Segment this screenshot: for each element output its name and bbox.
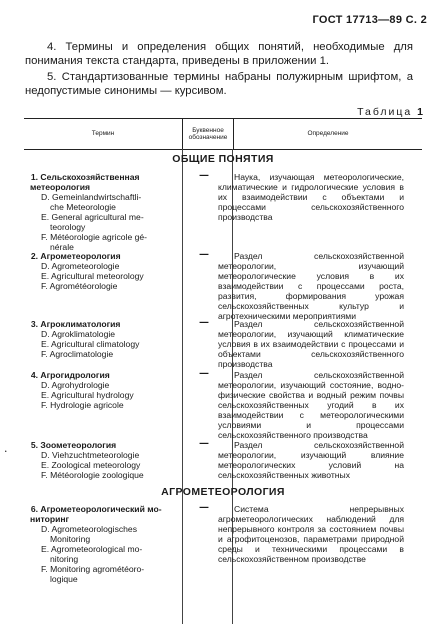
- definition-5: [218, 440, 404, 480]
- term-ru-continued: ниторинг: [30, 514, 70, 524]
- table-row-term-1: [24, 172, 180, 252]
- term-number: 3.: [30, 319, 38, 329]
- definition-1: [218, 172, 404, 222]
- term-french: F. Météorologie zoologique: [41, 470, 144, 480]
- term-french-continued: nérale: [50, 242, 74, 252]
- definition-text: Наука, изучающая метеорологические, климатические и гидрологические условия в их взаимодействии с объектами и процессами сельскохозяйственного производства: [218, 172, 404, 222]
- letter-dash: —: [199, 317, 209, 328]
- term-ru: Сельскохозяйственная: [40, 172, 140, 182]
- column-header-definition: Определение: [234, 119, 423, 150]
- term-english-continued: teorology: [50, 222, 86, 232]
- term-ru: Агроклиматология: [40, 319, 121, 329]
- term-french: F. Monitoring agrométéoro-: [41, 564, 145, 574]
- term-ru: Агрометеорология: [40, 251, 121, 261]
- definition-6: [218, 504, 404, 564]
- term-number: 5.: [30, 440, 38, 450]
- term-german: D. Agrometeorologisches: [41, 524, 138, 534]
- definition-text: Система непрерывных агрометеорологических наблюдений для непрерывного контроля за состоянием почвы и агрофитоценозов, параметрами природной среды и техническими процессами в сельскохозяйственном производстве: [218, 504, 404, 564]
- definition-text: Раздел сельскохозяйственной метеорологии, изучающий состояние, водно-физические свойства и водный режим почвы сельскохозяйственных угодий в их взаимодействии с метеорологическими условиями и процессами сельскохозяйственного производства: [218, 370, 404, 440]
- letter-dash: —: [199, 170, 209, 181]
- column-header-letter: Буквенное обозначение: [183, 119, 234, 150]
- margin-mark: ·: [4, 445, 8, 458]
- term-english-continued: nitoring: [50, 554, 79, 564]
- term-german: D. Gemeinlandwirtschaftli-: [41, 192, 142, 202]
- page-header: ГОСТ 17713—89 С. 2: [312, 14, 427, 26]
- table-header: [24, 118, 422, 150]
- term-english: E. General agricultural me-: [41, 212, 144, 222]
- term-french: F. Agroclimatologie: [41, 349, 114, 359]
- term-french: F. Météorologie agricole gé-: [41, 232, 148, 242]
- definition-text: Раздел сельскохозяйственной метеорологии, изучающий климатические условия в их взаимодействии с процессами и объектами сельскохозяйственного производства: [218, 319, 404, 369]
- table-label-text: Таблица: [357, 106, 413, 118]
- term-german-continued: che Meteorologie: [50, 202, 116, 212]
- term-english: E. Zoological meteorology: [41, 460, 141, 470]
- term-english: E. Agrometeorological mo-: [41, 544, 143, 554]
- term-ru: Агрогидрология: [40, 370, 110, 380]
- table-row-term-3: [24, 319, 180, 359]
- term-german: D. Agrometeorologie: [41, 261, 120, 271]
- table-row-term-4: [24, 370, 180, 410]
- term-german: D. Viehzuchtmeteorologie: [41, 450, 140, 460]
- term-french-continued: logique: [50, 574, 78, 584]
- term-german: D. Agroklimatologie: [41, 329, 116, 339]
- term-english: E. Agricultural hydrology: [41, 390, 134, 400]
- table-row-term-6: [24, 504, 180, 584]
- term-ru-continued: метеорология: [30, 182, 91, 192]
- table-number: 1: [417, 106, 423, 118]
- paragraph-5: 5. Стандартизованные термины набраны полужирным шрифтом, а недопустимые синонимы — курсивом.: [25, 71, 413, 97]
- term-number: 2.: [30, 251, 38, 261]
- term-number: 6.: [30, 504, 38, 514]
- term-german: D. Agrohydrologie: [41, 380, 110, 390]
- letter-dash: —: [199, 368, 209, 379]
- definition-2: [218, 251, 404, 321]
- term-french: F. Hydrologie agricole: [41, 400, 124, 410]
- term-number: 4.: [30, 370, 38, 380]
- column-divider-1: [182, 149, 183, 624]
- definition-text: Раздел сельскохозяйственной метеорологии, изучающий метеорологические условия в их взаимодействии с процессами роста, развития, формирования урожая сельскохозяйственных культур и агротехническими мероприятиями: [218, 251, 404, 321]
- term-number: 1.: [30, 172, 38, 182]
- term-ru: Агрометеорологический мо-: [40, 504, 162, 514]
- definition-text: Раздел сельскохозяйственной метеорологии, изучающий влияние метеорологических условий на сельскохозяйственных животных: [218, 440, 404, 480]
- term-english: E. Agricultural meteorology: [41, 271, 144, 281]
- term-ru: Зоометеорология: [40, 440, 117, 450]
- paragraph-4: 4. Термины и определения общих понятий, необходимые для понимания текста стандарта, приведены в приложении 1.: [25, 41, 413, 67]
- letter-dash: —: [199, 502, 209, 513]
- term-german-continued: Monitoring: [50, 534, 91, 544]
- section-heading-general: ОБЩИЕ ПОНЯТИЯ: [172, 153, 274, 165]
- table-row-term-2: [24, 251, 180, 291]
- definition-3: [218, 319, 404, 369]
- definition-4: [218, 370, 404, 440]
- term-english: E. Agricultural climatology: [41, 339, 140, 349]
- column-header-term: Термин: [24, 119, 183, 150]
- letter-dash: —: [199, 438, 209, 449]
- table-label: [357, 106, 423, 118]
- letter-dash: —: [199, 249, 209, 260]
- section-heading-agrometeorology: АГРОМЕТЕОРОЛОГИЯ: [161, 486, 285, 498]
- term-french: F. Agrométéorologie: [41, 281, 118, 291]
- table-row-term-5: [24, 440, 180, 480]
